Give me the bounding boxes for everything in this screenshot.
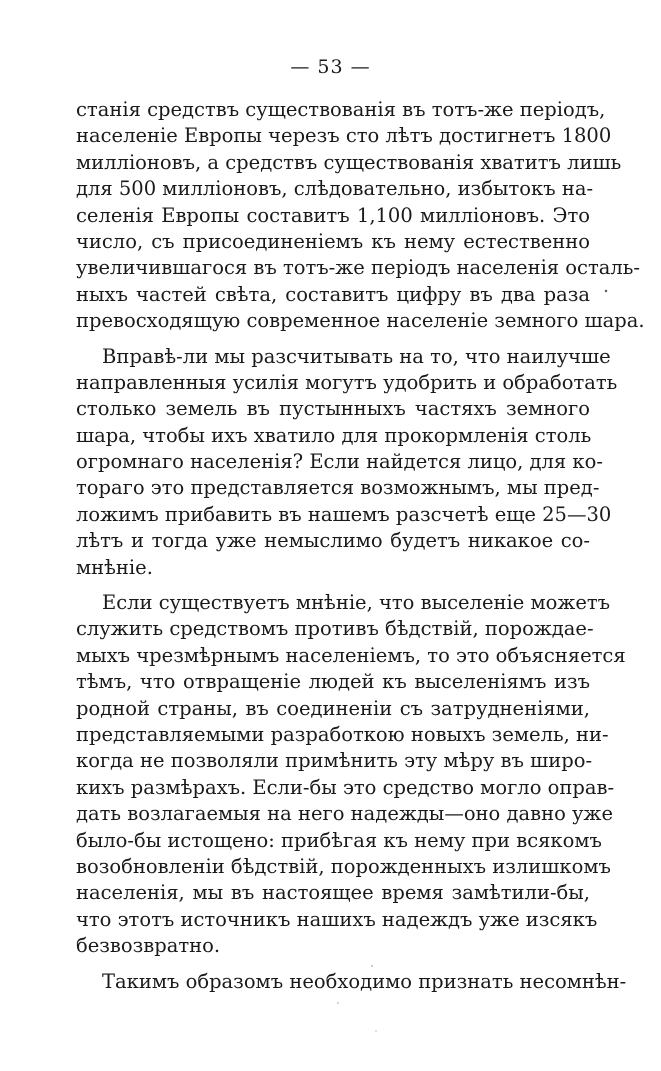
text-line: тораго это представляется возможнымъ, мы пред- xyxy=(76,476,600,500)
text-line: ложимъ прибавить въ нашемъ разсчетѣ еще 25—30 xyxy=(76,502,612,526)
paragraph-gap xyxy=(76,581,590,590)
text-line: когда не позволяли примѣнить эту мѣру въ широ- xyxy=(76,749,593,773)
text-line: населенія, мы въ настоящее время замѣтили-бы, xyxy=(76,881,590,905)
paragraph-gap xyxy=(76,960,590,969)
text-line: что этотъ источникъ нашихъ надеждъ уже изсякъ xyxy=(76,907,598,931)
paper-speck xyxy=(375,1030,376,1031)
text-line: шара, чтобы ихъ хватило для прокормленія столь xyxy=(76,423,592,447)
text-line: мнѣніе. xyxy=(76,555,153,579)
text-line: лѣтъ и тогда уже немыслимо будетъ никакое со- xyxy=(76,529,590,553)
paragraph xyxy=(76,969,627,995)
text-line: безвозвратно. xyxy=(76,934,221,958)
text-line: станія средствъ существованія въ тотъ-же періодъ, xyxy=(76,98,606,121)
text-line: кихъ размѣрахъ. Если-бы это средство могло оправ- xyxy=(76,775,615,799)
body-text xyxy=(76,97,645,995)
page-number: — 53 — xyxy=(290,56,371,78)
text-line: ныхъ частей свѣта, составитъ цифру въ два раза xyxy=(76,282,590,306)
text-line: Вправѣ-ли мы разсчитывать на то, что наилучше xyxy=(102,344,611,368)
paper-speck xyxy=(605,290,607,292)
text-line: населеніе Европы черезъ сто лѣтъ достигнетъ 1800 xyxy=(76,124,612,148)
text-line: огромнаго населенія? Если найдется лицо, для ко- xyxy=(76,450,603,474)
text-line: Такимъ образомъ необходимо признать несомнѣн- xyxy=(102,969,627,993)
text-line: направленныя усилія могутъ удобрить и обработать xyxy=(76,370,618,394)
paragraph xyxy=(76,344,618,582)
paragraph xyxy=(76,97,645,335)
text-line: дать возлагаемыя на него надежды—оно давно уже xyxy=(76,802,613,826)
text-line: Если существуетъ мнѣніе, что выселеніе можетъ xyxy=(102,591,611,615)
text-line: служить средствомъ противъ бѣдствій, порождае- xyxy=(76,617,594,641)
text-line: представляемыми разработкою новыхъ земель, ни- xyxy=(76,722,609,746)
text-line: увеличившагося въ тотъ-же періодъ населенія осталь- xyxy=(76,256,640,280)
text-line: превосходящую современное населеніе земного шара. xyxy=(76,309,645,333)
paragraph-gap xyxy=(76,335,590,344)
text-line: родной страны, въ соединеніи съ затрудненіями, xyxy=(76,696,590,720)
text-line: селенія Европы составитъ 1,100 милліоновъ. Это xyxy=(76,203,590,227)
paragraph xyxy=(76,590,626,959)
text-line: было-бы истощено: прибѣгая къ нему при всякомъ xyxy=(76,828,602,852)
text-line: милліоновъ, а средствъ существованія хватитъ лишь xyxy=(76,150,622,174)
text-line: тѣмъ, что отвращеніе людей къ выселеніямъ изъ xyxy=(76,670,590,694)
text-line: число, съ присоединеніемъ къ нему естественно xyxy=(76,229,590,253)
text-line: для 500 милліоновъ, слѣдовательно, избытокъ на- xyxy=(76,177,594,201)
text-line: столько земель въ пустынныхъ частяхъ земного xyxy=(76,397,590,421)
paper-speck xyxy=(337,1002,338,1003)
text-line: мыхъ чрезмѣрнымъ населеніемъ, то это объясняется xyxy=(76,643,626,667)
text-line: возобновленіи бѣдствій, порожденныхъ излишкомъ xyxy=(76,854,611,878)
